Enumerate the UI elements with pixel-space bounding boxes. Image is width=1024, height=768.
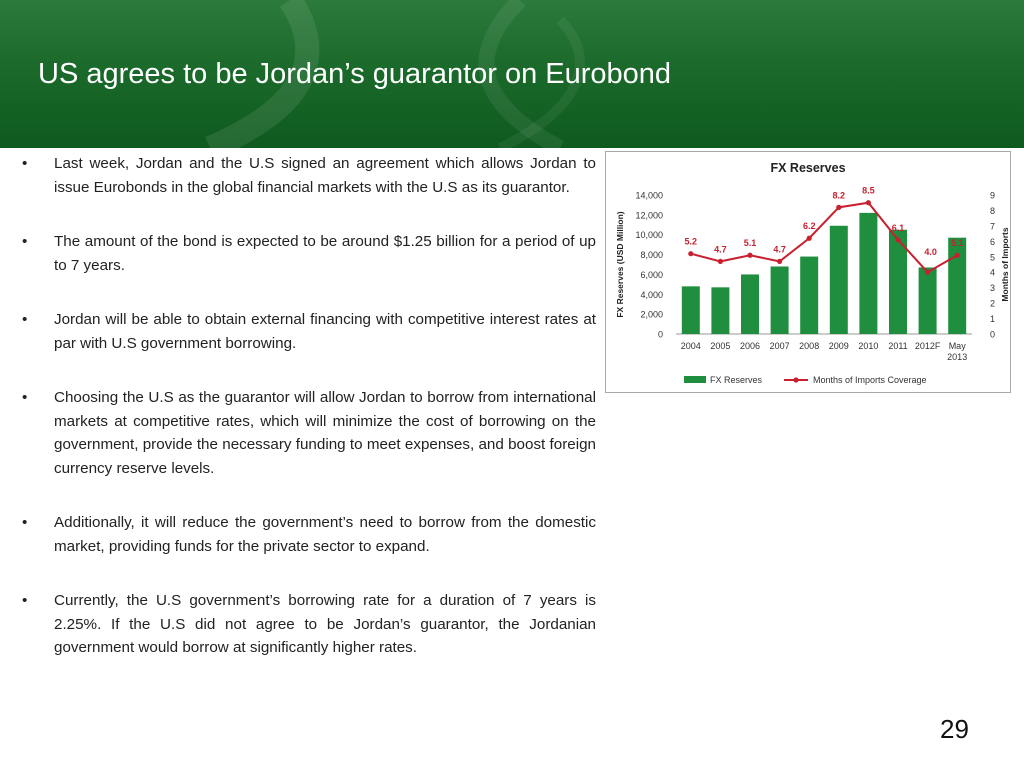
y2-tick-label: 7 [990,221,996,232]
line-point-3 [777,259,782,264]
bullet-list [22,152,596,660]
data-label-months: 4.0 [924,247,937,258]
line-point-9 [955,253,960,258]
bullet-text: Additionally, it will reduce the government’s need to borrow from the domestic market, providing funds for the private sector to expand. [54,514,596,555]
y-tick-label: 12,000 [635,210,663,221]
bullet-item [22,308,596,355]
bar-fx-reserves-5 [830,226,848,334]
bullet-item [22,230,596,277]
x-tick-label: May 2013 [947,341,968,362]
line-point-2 [747,253,752,258]
slide-title: US agrees to be Jordan’s guarantor on Eurobond [38,58,672,90]
bar-fx-reserves-4 [800,257,818,334]
bullet-marker: • [22,389,28,406]
bullet-marker: • [22,155,28,172]
data-label-months: 4.7 [714,244,727,255]
line-point-6 [866,200,871,205]
bullet-marker: • [22,233,28,250]
bullet-text: Currently, the U.S government’s borrowing rate for a duration of 7 years is 2.25%. If the U.S did not agree to be Jordan’s guarantor, the Jordanian government would borrow at significantly higher rates. [54,592,596,656]
data-label-months: 4.7 [773,244,786,255]
y2-tick-label: 6 [990,236,996,247]
y2-tick-label: 4 [990,267,996,278]
chart-title: FX Reserves [770,161,846,175]
bar-fx-reserves-8 [919,267,937,334]
y2-tick-label: 5 [990,252,996,263]
legend-swatch-fx-reserves [684,376,706,383]
data-label-months: 6.2 [802,221,816,232]
line-point-4 [807,236,812,241]
bullet-text: The amount of the bond is expected to be around $1.25 billion for a period of up to 7 years. [54,233,596,274]
y2-tick-label: 1 [990,314,996,325]
bullet-item [22,589,596,660]
fx-reserves-chart [605,151,1011,393]
y2-tick-label: 8 [990,205,996,216]
line-months-of-imports [691,203,957,273]
bar-fx-reserves-0 [682,286,700,334]
bullet-marker: • [22,592,28,609]
bullet-text: Jordan will be able to obtain external financing with competitive interest rates at par with U.S government borrowing. [54,311,596,352]
x-tick-label: 2011 [888,341,908,351]
y2-tick-label: 2 [990,298,996,309]
bar-fx-reserves-9 [948,238,966,334]
bar-fx-reserves-3 [771,266,789,334]
y2-axis-label: Months of Imports [1000,227,1010,302]
bullet-marker: • [22,311,28,328]
y-tick-label: 0 [657,329,663,340]
y-tick-label: 8,000 [640,250,663,261]
x-tick-label: 2004 [680,341,701,351]
data-label-months: 8.5 [862,185,875,196]
bullet-item [22,511,596,558]
bullet-item [22,152,596,199]
x-tick-label: 2010 [858,341,879,351]
bullet-text: Last week, Jordan and the U.S signed an agreement which allows Jordan to issue Eurobonds in the global financial markets with the U.S as its guarantor. [54,155,596,196]
legend-swatch-months-marker [793,377,798,382]
bar-fx-reserves-2 [741,274,759,334]
chart-svg [606,152,1010,392]
page-number: 29 [940,714,969,744]
x-tick-label: 2006 [739,341,761,351]
slide-header [0,0,1024,148]
bar-fx-reserves-6 [859,213,877,334]
data-label-months: 5.1 [743,238,757,249]
bar-fx-reserves-1 [711,287,729,334]
data-label-months: 5.2 [684,236,698,247]
y-tick-label: 4,000 [640,289,663,300]
line-point-7 [895,237,900,242]
x-tick-label: 2007 [769,341,790,351]
bullet-text: Choosing the U.S as the guarantor will allow Jordan to borrow from international markets at competitive rates, which will minimize the cost of borrowing on the government, provide the necessary funding to meet expenses, and boost foreign currency reserve levels. [54,389,596,477]
y-tick-label: 10,000 [635,230,663,241]
x-tick-label: 2009 [828,341,849,351]
data-label-months: 8.2 [832,190,846,201]
bullet-marker: • [22,514,28,531]
bullet-item [22,386,596,480]
y-tick-label: 14,000 [635,190,663,201]
line-point-8 [925,270,930,275]
line-point-1 [718,259,723,264]
line-point-0 [688,251,693,256]
y2-tick-label: 0 [990,329,996,340]
y2-tick-label: 3 [990,283,996,294]
x-tick-label: 2012F [914,341,941,351]
legend-label-fx-reserves: FX Reserves [710,375,763,385]
x-tick-label: 2005 [710,341,731,351]
legend-label-months: Months of Imports Coverage [813,375,927,385]
data-label-months: 5.1 [950,238,964,249]
y-axis-label: FX Reserves (USD Million) [615,211,625,318]
y-tick-label: 6,000 [640,269,663,280]
x-tick-label: 2008 [799,341,820,351]
y2-tick-label: 9 [990,190,996,201]
y-tick-label: 2,000 [640,309,663,320]
data-label-months: 6.1 [891,222,905,233]
line-point-5 [836,205,841,210]
